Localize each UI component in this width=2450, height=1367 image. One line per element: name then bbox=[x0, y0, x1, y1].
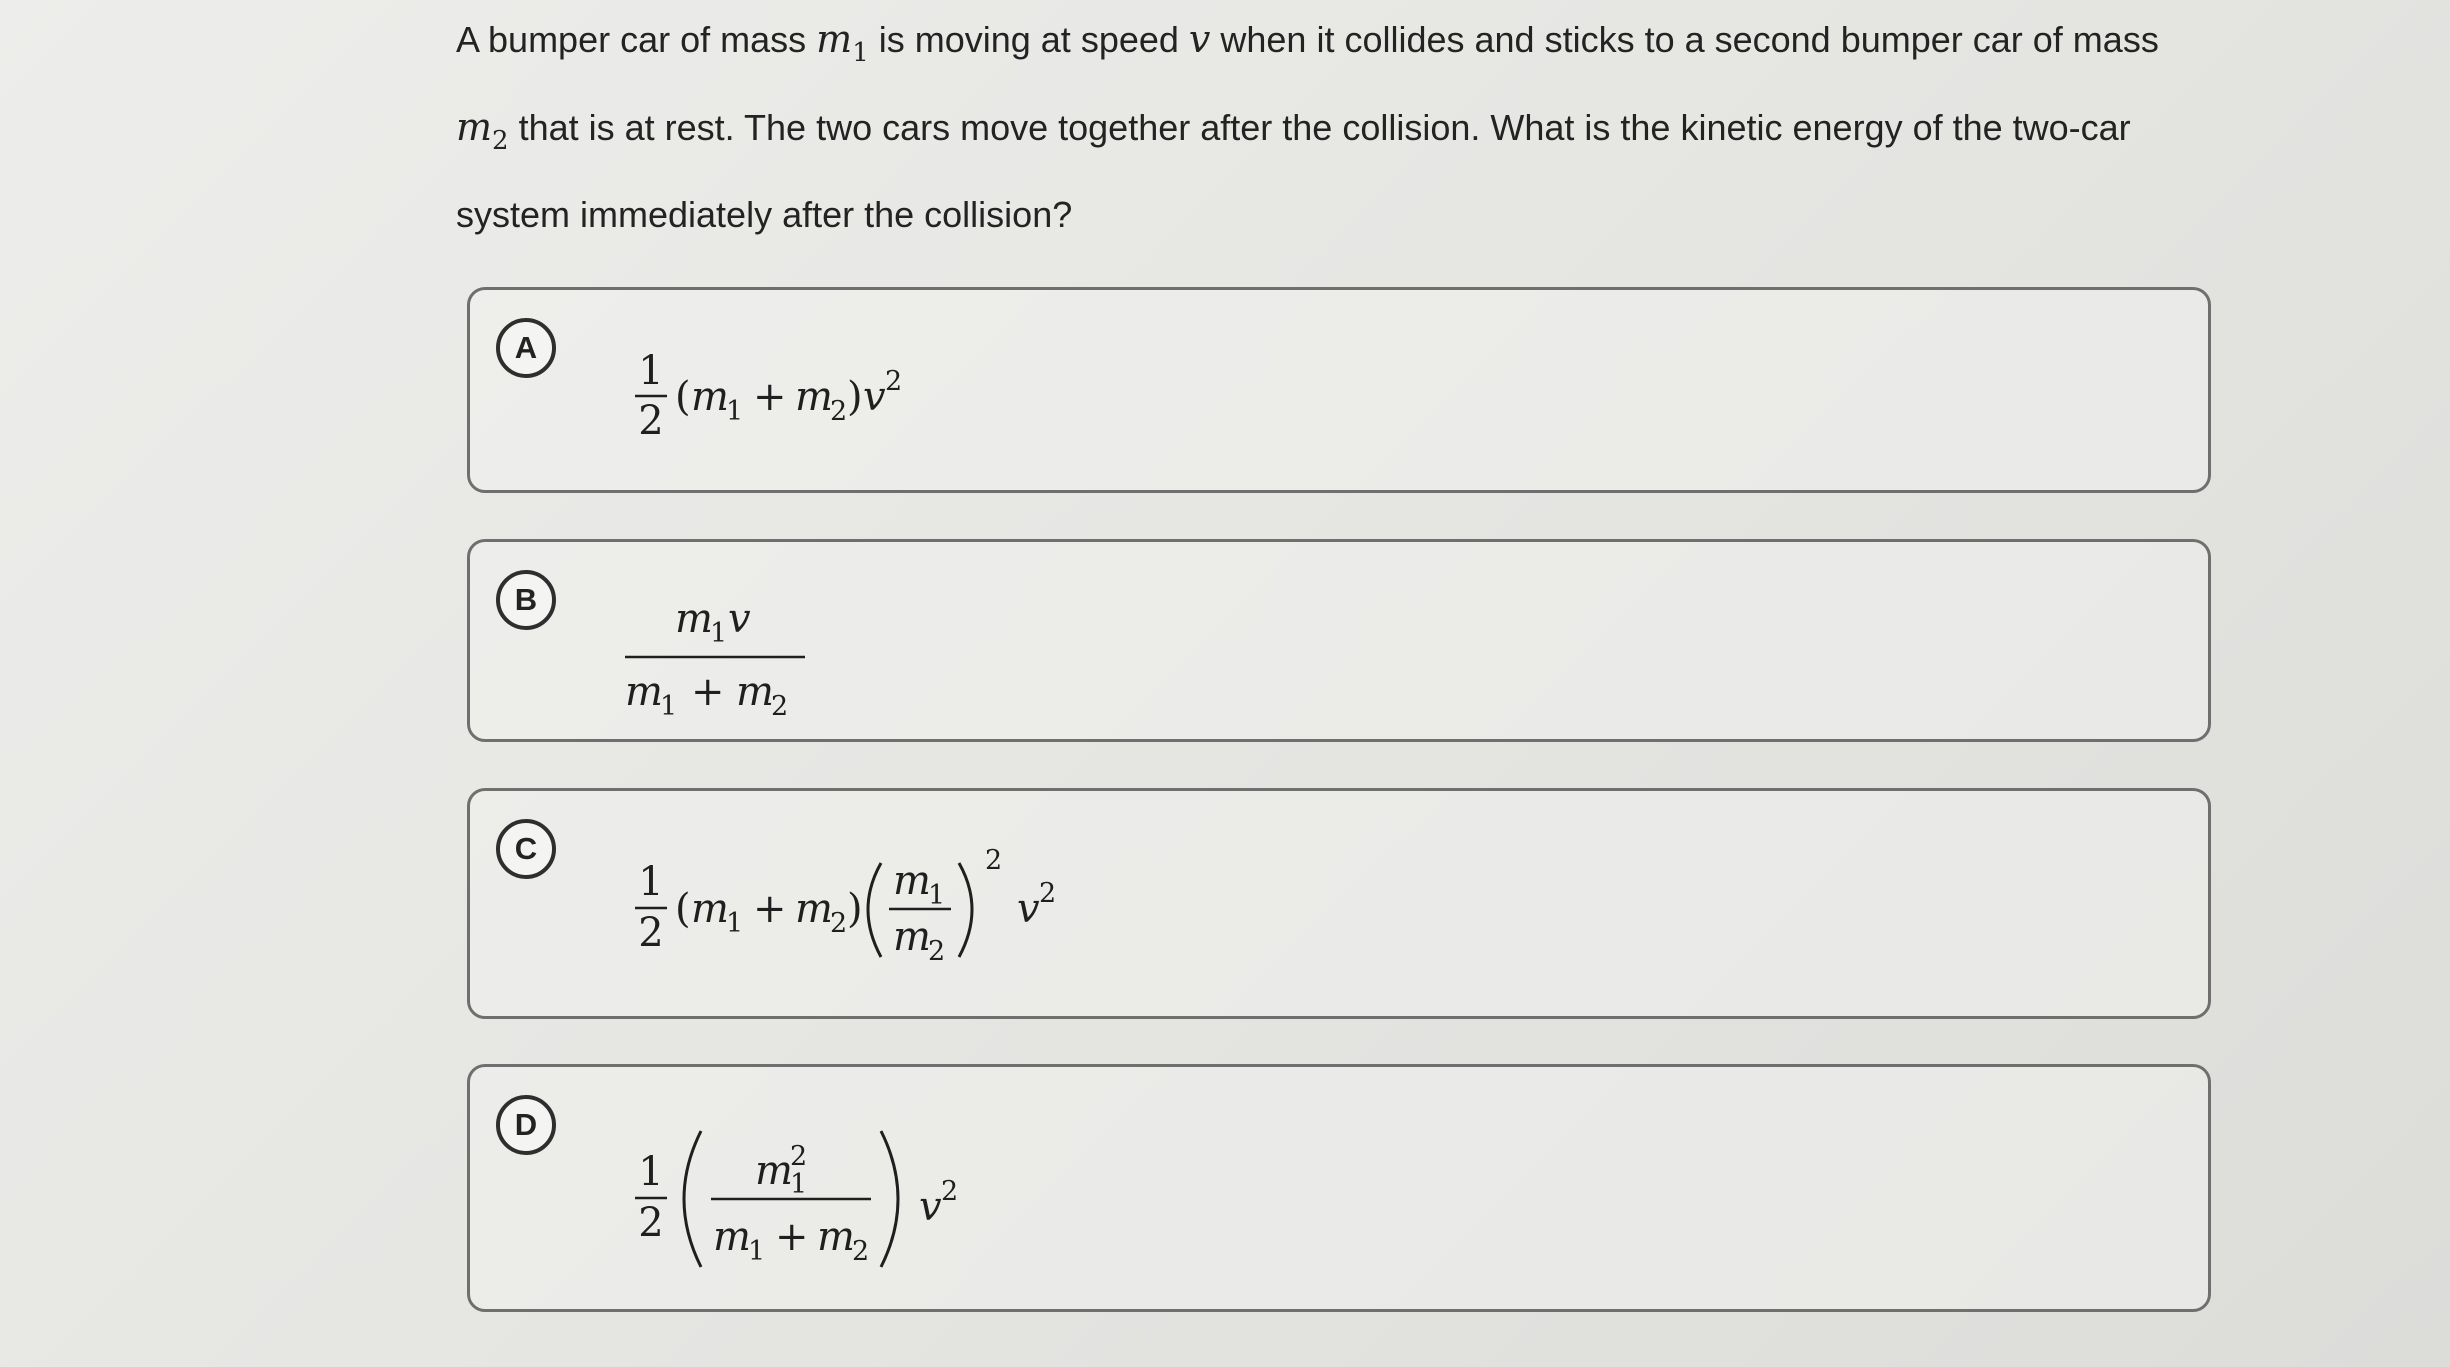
mass-subscript: 1 bbox=[928, 880, 946, 911]
speed-symbol: v bbox=[863, 374, 886, 420]
speed-symbol: v bbox=[1188, 17, 1211, 61]
answer-choice-a[interactable] bbox=[467, 287, 2211, 493]
close-paren: ) bbox=[847, 886, 863, 932]
mass-symbol: m bbox=[795, 374, 833, 420]
fraction-denominator: 2 bbox=[638, 910, 664, 956]
fraction-numerator: 1 bbox=[638, 1149, 664, 1195]
choice-letter-d-icon: D bbox=[496, 1095, 556, 1155]
exponent: 2 bbox=[1039, 878, 1057, 909]
exponent: 2 bbox=[941, 1176, 959, 1207]
mass-subscript: 1 bbox=[852, 38, 869, 68]
exponent: 2 bbox=[885, 366, 903, 397]
mass-subscript: 2 bbox=[492, 126, 509, 156]
choice-letter-b-icon: B bbox=[496, 570, 556, 630]
large-close-paren bbox=[881, 1131, 898, 1267]
speed-symbol: v bbox=[1017, 886, 1040, 932]
mass-subscript: 2 bbox=[852, 1236, 870, 1267]
question-text-segment: when it collides and sticks to a second bumper car of mass bbox=[1210, 19, 2159, 60]
plus-sign: + bbox=[775, 1214, 809, 1260]
mass-symbol: m bbox=[691, 886, 729, 932]
mass-symbol: m bbox=[817, 1214, 855, 1260]
choice-a-formula bbox=[625, 310, 1045, 444]
mass-symbol: m bbox=[795, 886, 833, 932]
mass-symbol: m bbox=[736, 669, 774, 715]
large-open-paren bbox=[684, 1131, 701, 1267]
speed-symbol: v bbox=[728, 596, 751, 642]
answer-choice-d[interactable] bbox=[467, 1064, 2211, 1312]
plus-sign: + bbox=[753, 886, 787, 932]
question-text-segment: is moving at speed bbox=[868, 19, 1189, 60]
mass-subscript: 2 bbox=[830, 396, 848, 427]
large-open-paren bbox=[868, 863, 881, 957]
choice-d-formula bbox=[625, 1087, 1045, 1277]
answer-choice-b[interactable] bbox=[467, 539, 2211, 742]
exponent: 2 bbox=[790, 1141, 808, 1172]
mass-symbol: m bbox=[691, 374, 729, 420]
mass-symbol: m bbox=[675, 596, 713, 642]
mass-subscript: 1 bbox=[660, 691, 678, 722]
mass-subscript: 1 bbox=[726, 908, 744, 939]
mass-symbol: m bbox=[625, 669, 663, 715]
question-text-segment: that is at rest. The two cars move together after the collision. What is the kinetic energy of the two-car system immediately after the collision? bbox=[456, 107, 2131, 235]
fraction-numerator: 1 bbox=[638, 859, 664, 905]
fraction-numerator: 1 bbox=[638, 348, 664, 394]
close-paren: ) bbox=[847, 374, 863, 420]
mass-symbol: m bbox=[893, 914, 931, 960]
mass-subscript: 2 bbox=[771, 691, 789, 722]
mass-subscript: 2 bbox=[830, 908, 848, 939]
speed-symbol: v bbox=[919, 1184, 942, 1230]
mass-symbol: m bbox=[713, 1214, 751, 1260]
mass-subscript: 2 bbox=[928, 936, 946, 967]
mass-subscript: 1 bbox=[710, 618, 728, 649]
plus-sign: + bbox=[691, 669, 725, 715]
mass-symbol: m bbox=[816, 17, 853, 61]
open-paren: ( bbox=[675, 374, 691, 420]
fraction-denominator: 2 bbox=[638, 1200, 664, 1246]
large-close-paren bbox=[959, 863, 972, 957]
open-paren: ( bbox=[675, 886, 691, 932]
question-text-segment: A bumper car of mass bbox=[456, 19, 817, 60]
choice-b-formula bbox=[625, 562, 1045, 722]
question-text bbox=[456, 2, 2216, 252]
mass-subscript: 1 bbox=[726, 396, 744, 427]
answer-choice-c[interactable] bbox=[467, 788, 2211, 1019]
plus-sign: + bbox=[753, 374, 787, 420]
choice-c-formula bbox=[625, 811, 1105, 981]
fraction-denominator: 2 bbox=[638, 398, 664, 444]
exponent: 2 bbox=[985, 845, 1003, 876]
mass-symbol: m bbox=[456, 105, 493, 149]
mass-subscript: 1 bbox=[790, 1169, 808, 1200]
choice-letter-c-icon: C bbox=[496, 819, 556, 879]
choice-letter-a-icon: A bbox=[496, 318, 556, 378]
mass-symbol: m bbox=[893, 858, 931, 904]
mass-symbol: m bbox=[755, 1148, 793, 1194]
mass-subscript: 1 bbox=[748, 1236, 766, 1267]
